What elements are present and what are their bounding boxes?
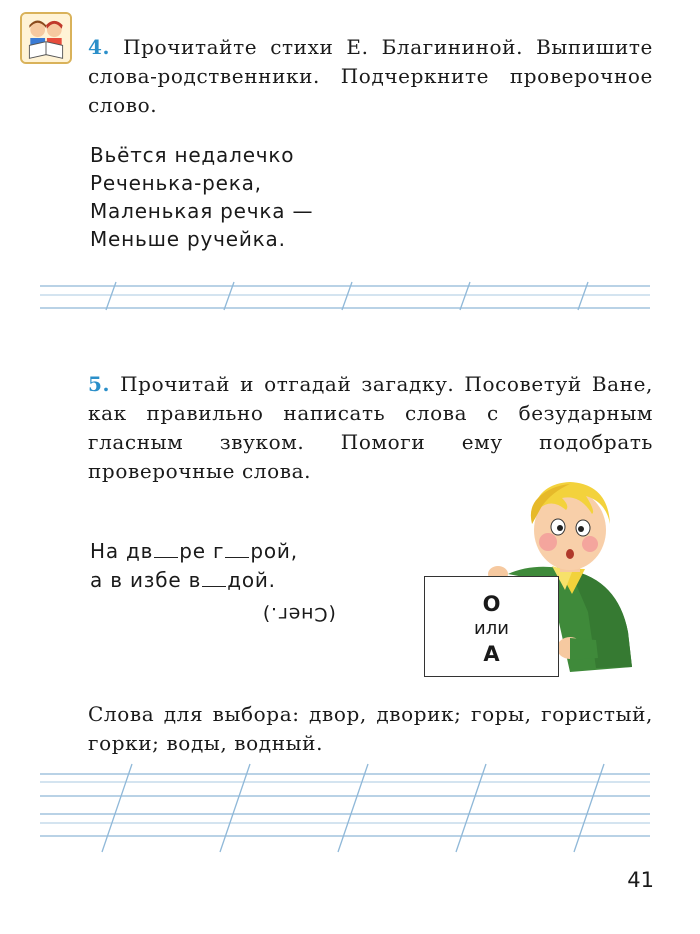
writing-lines-task-5 bbox=[40, 762, 650, 858]
card-letter-a: А bbox=[483, 642, 500, 666]
poem bbox=[90, 141, 313, 253]
riddle-text: а в избе в bbox=[90, 568, 202, 592]
writing-lines-task-4 bbox=[40, 276, 650, 322]
children-reading-icon bbox=[20, 12, 72, 64]
task-4-number: 4. bbox=[88, 35, 111, 59]
poem-line: Вьётся недалечко bbox=[90, 143, 295, 167]
card-letter-o: О bbox=[482, 592, 501, 616]
poem-line: Меньше ручейка. bbox=[90, 227, 286, 251]
task-4 bbox=[88, 33, 653, 120]
vowel-card bbox=[424, 576, 559, 677]
choice-words: Слова для выбора: двор, дворик; горы, гористый, горки; воды, водный. bbox=[88, 702, 653, 755]
riddle-line-1 bbox=[90, 537, 336, 566]
riddle-line-2 bbox=[90, 566, 336, 595]
riddle-text: рой, bbox=[250, 539, 298, 563]
card-or: или bbox=[474, 618, 509, 639]
poem-line: Маленькая речка — bbox=[90, 199, 314, 223]
riddle-text: дой. bbox=[227, 568, 276, 592]
task-5-text: Прочитай и отгадай загадку. Посоветуй Ване, как правильно написать слова с безударным гласным звуком. Помоги ему подобрать проверочные слова. bbox=[88, 372, 653, 483]
riddle-text: ре г bbox=[179, 539, 225, 563]
letter-gap[interactable] bbox=[225, 541, 249, 558]
poem-line: Реченька-река, bbox=[90, 171, 262, 195]
riddle-answer-line bbox=[90, 595, 336, 628]
letter-gap[interactable] bbox=[154, 541, 178, 558]
letter-gap[interactable] bbox=[202, 570, 226, 587]
task-4-text: Прочитайте стихи Е. Благининой. Выпишите слова-родственники. Подчеркните проверочное слово. bbox=[88, 35, 653, 117]
riddle-text: На дв bbox=[90, 539, 154, 563]
riddle-answer: (Снег.) bbox=[262, 603, 336, 625]
task-5-number: 5. bbox=[88, 372, 111, 396]
page-number: 41 bbox=[627, 868, 654, 892]
riddle bbox=[90, 537, 336, 628]
